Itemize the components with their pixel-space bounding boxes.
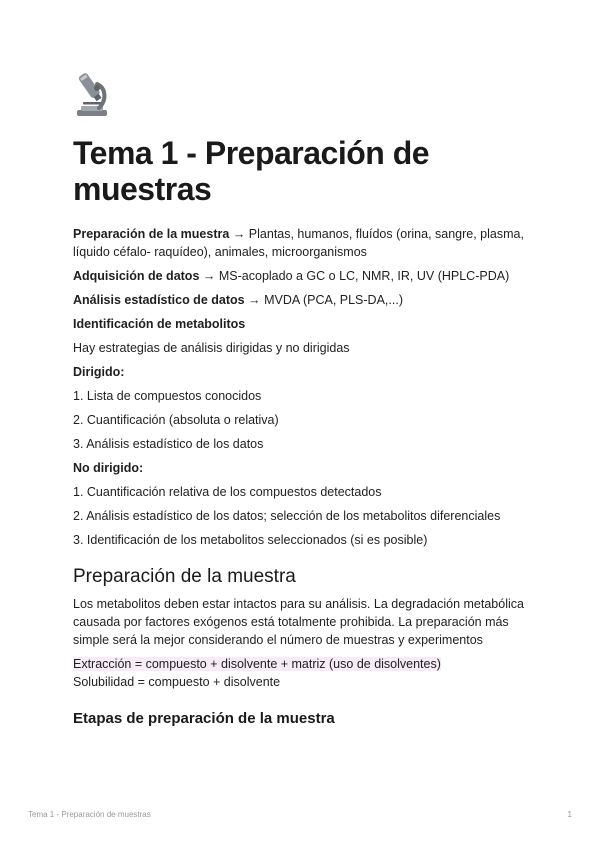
equation-solubility: Solubilidad = compuesto + disolvente xyxy=(73,675,281,689)
highlight: Extracción = compuesto + disolvente + matriz (uso de disolventes) xyxy=(73,657,441,671)
stat-text: MVDA (PCA, PLS-DA,...) xyxy=(264,293,403,307)
page-title: Tema 1 - Preparación de muestras xyxy=(73,135,430,207)
intro-acq xyxy=(73,267,533,285)
strategies-text: Hay estrategias de análisis dirigidas y no dirigidas xyxy=(73,341,350,355)
list-item: 2. Análisis estadístico de los datos; selección de los metabolitos diferenciales xyxy=(73,509,501,523)
undirected-label xyxy=(73,459,533,477)
arrow: → xyxy=(202,269,216,283)
section-paragraph: Los metabolitos deben estar intactos para su análisis. La degradación metabólica causada por factores exógenos está totalmente prohibida. La preparación más simple será la mejor considerando el número de muestras y experimentos xyxy=(73,597,524,647)
page-footer xyxy=(28,810,572,819)
acq-text: MS-acoplado a GC o LC, NMR, IR, UV (HPLC-PDA) xyxy=(218,269,510,283)
directed-label xyxy=(73,363,533,381)
microscope-icon xyxy=(73,70,113,118)
equation-extraction xyxy=(73,655,533,673)
prep-label: Preparación de la muestra xyxy=(73,227,230,241)
page-content xyxy=(73,70,533,729)
page-number: 1 xyxy=(567,810,572,819)
footer-title: Tema 1 - Preparación de muestras xyxy=(28,810,151,819)
list-item: 1. Lista de compuestos conocidos xyxy=(73,389,262,403)
intro-prep xyxy=(73,225,533,261)
acq-label: Adquisición de datos xyxy=(73,269,200,283)
intro-stat xyxy=(73,291,533,309)
list-item: 1. Cuantificación relativa de los compuestos detectados xyxy=(73,485,382,499)
section-heading: Preparación de la muestra xyxy=(73,566,296,587)
arrow: → xyxy=(248,293,261,307)
subsection-heading: Etapas de preparación de la muestra xyxy=(73,710,335,727)
intro-ident xyxy=(73,315,533,333)
list-item: 3. Análisis estadístico de los datos xyxy=(73,437,264,451)
list-item: 2. Cuantificación (absoluta o relativa) xyxy=(73,413,279,427)
undirected-label-text: No dirigido: xyxy=(73,461,144,475)
arrow: → xyxy=(232,227,246,241)
ident-label: Identificación de metabolitos xyxy=(73,317,246,331)
list-item: 3. Identificación de los metabolitos seleccionados (si es posible) xyxy=(73,533,428,547)
directed-label-text: Dirigido: xyxy=(73,365,125,379)
stat-label: Análisis estadístico de datos xyxy=(73,293,245,307)
prep-text: Plantas, humanos, fluídos (orina, sangre, plasma, líquido céfalo- raquídeo), animales, microorganismos xyxy=(73,227,524,259)
